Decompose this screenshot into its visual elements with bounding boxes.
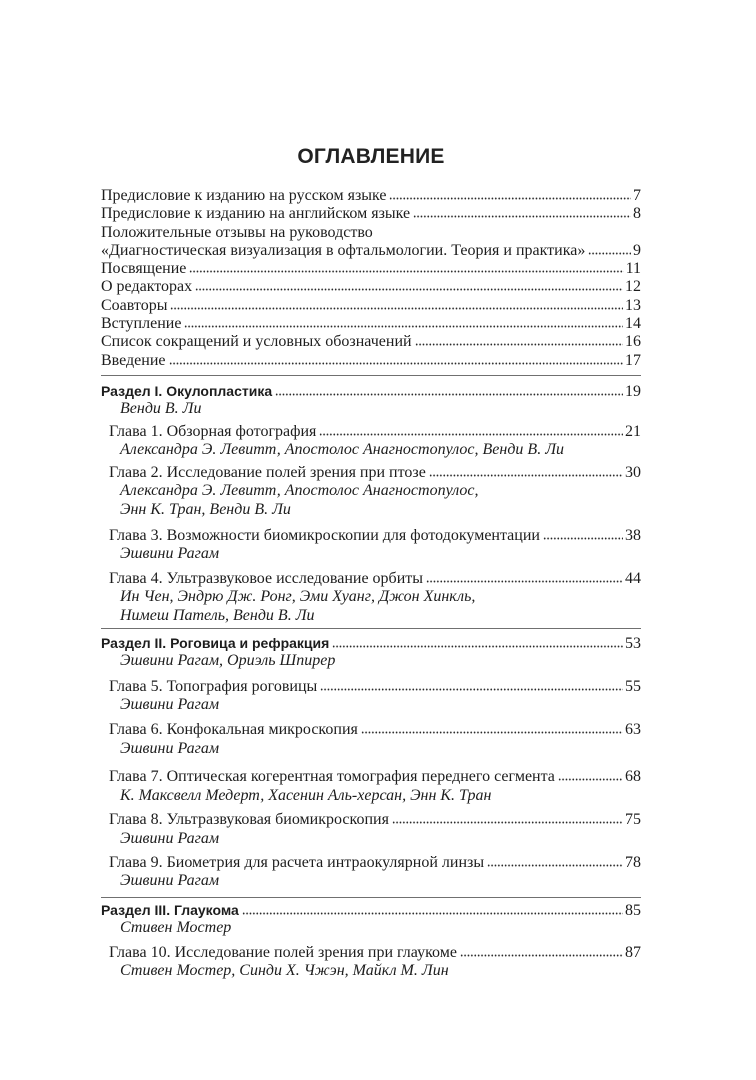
chapter-authors: Эшвини Рагам [120, 739, 220, 757]
entry-title: Список сокращений и условных обозначений [101, 333, 412, 351]
page-number: 19 [625, 382, 641, 400]
front-matter-list [101, 187, 641, 370]
page-number: 11 [625, 260, 641, 278]
chapter-row [101, 944, 641, 962]
chapter-title: Глава 7. Оптическая когерентная томография переднего сегмента [109, 768, 555, 786]
toc-entry [101, 333, 641, 351]
page-number: 63 [625, 721, 641, 739]
entry-title: Соавторы [101, 296, 168, 314]
chapter-authors: Эшвини Рагам [120, 696, 220, 714]
dot-leader [332, 645, 623, 648]
dot-leader [320, 688, 623, 691]
chapter-title: Глава 6. Конфокальная микроскопия [109, 721, 358, 739]
dot-leader [195, 288, 623, 291]
entry-title: «Диагностическая визуализация в офтальмологии. Теория и практика» [101, 241, 586, 259]
section-3 [101, 901, 641, 981]
page-title: ОГЛАВЛЕНИЕ [297, 145, 445, 168]
chapter-authors: Александра Э. Левитт, Апостолос Анагностопулос, Венди В. Ли [120, 440, 565, 458]
section-divider [101, 375, 641, 376]
page-number: 30 [625, 464, 641, 482]
section-1 [101, 382, 641, 625]
page-number: 7 [633, 187, 641, 204]
chapter-entry [101, 423, 641, 460]
chapter-authors: Нимеш Патель, Венди В. Ли [120, 606, 315, 624]
dot-leader [189, 270, 623, 273]
page-number: 14 [625, 315, 641, 333]
dot-leader [415, 343, 623, 346]
entry-title: Предисловие к изданию на английском языке [101, 205, 411, 223]
chapter-entry [101, 944, 641, 981]
entry-row [101, 242, 641, 260]
chapter-title: Глава 9. Биометрия для расчета интраокулярной линзы [109, 854, 485, 871]
chapter-authors: Эшвини Рагам [120, 545, 220, 563]
chapter-entry [101, 811, 641, 848]
chapter-row [101, 423, 641, 441]
entry-title: О редакторах [101, 278, 193, 296]
toc-entry [101, 260, 641, 278]
dot-leader [361, 731, 623, 734]
section-heading [101, 634, 641, 652]
entry-title: Предисловие к изданию на русском языке [101, 187, 387, 204]
chapter-row [101, 768, 641, 786]
chapter-authors: Стивен Мостер, Синди Х. Чжэн, Майкл М. Лин [120, 962, 449, 980]
page-number: 44 [625, 570, 641, 588]
section-title: Раздел III. Глаукома [101, 901, 239, 918]
chapter-entry [101, 678, 641, 715]
chapter-row [101, 854, 641, 872]
dot-leader [588, 252, 631, 255]
chapter-title: Глава 4. Ультразвуковое исследование орбиты [109, 570, 423, 588]
section-heading [101, 901, 641, 919]
page-number: 12 [625, 278, 641, 296]
dot-leader [389, 197, 631, 200]
chapter-title: Глава 10. Исследование полей зрения при глаукоме [109, 943, 457, 961]
toc-entry [101, 352, 641, 370]
chapter-authors: Ин Чен, Эндрю Дж. Ронг, Эми Хуанг, Джон Хинкль, [120, 588, 476, 606]
chapter-authors: Александра Э. Левитт, Апостолос Анагностопулос, [120, 482, 479, 500]
section-title: Раздел I. Окулопластика [101, 382, 273, 399]
section-heading [101, 382, 641, 400]
page-number: 17 [625, 351, 641, 369]
page-number: 68 [625, 768, 641, 786]
chapter-entry [101, 768, 641, 805]
toc-entry [101, 297, 641, 315]
dot-leader [558, 778, 623, 781]
section-editors: Эшвини Рагам, Ориэль Шпирер [120, 652, 336, 670]
chapter-authors: К. Максвелл Медерт, Хасенин Аль-херсан, Энн К. Тран [120, 786, 492, 804]
page-number: 55 [625, 678, 641, 696]
page-number: 21 [625, 422, 641, 440]
entry-title: Посвящение [101, 260, 187, 278]
section-title: Раздел II. Роговица и рефракция [101, 635, 330, 652]
chapter-row [101, 678, 641, 696]
page-number: 78 [625, 854, 641, 871]
chapter-title: Глава 1. Обзорная фотография [109, 422, 317, 440]
chapter-row [101, 464, 641, 482]
chapter-title: Глава 8. Ультразвуковая биомикроскопия [109, 811, 389, 829]
chapter-title: Глава 3. Возможности биомикроскопии для фотодокументации [109, 527, 540, 545]
toc-entry [101, 224, 641, 261]
page-number: 87 [625, 943, 641, 961]
section-divider [101, 897, 641, 898]
toc-entry [101, 187, 641, 205]
page-number: 9 [633, 241, 641, 259]
chapter-row [101, 527, 641, 545]
chapter-row [101, 721, 641, 739]
dot-leader [169, 362, 624, 365]
chapter-authors: Энн К. Тран, Венди В. Ли [120, 500, 291, 518]
section-divider [101, 628, 641, 629]
chapter-authors: Эшвини Рагам [120, 829, 220, 847]
toc-entry [101, 278, 641, 296]
chapter-row [101, 811, 641, 829]
dot-leader [170, 307, 623, 310]
page-number: 13 [625, 296, 641, 314]
section-editors: Стивен Мостер [120, 919, 232, 937]
section-2 [101, 634, 641, 891]
dot-leader [184, 325, 623, 328]
page-number: 85 [625, 901, 641, 919]
dot-leader [413, 215, 631, 218]
chapter-entry [101, 570, 641, 625]
dot-leader [392, 821, 623, 824]
chapter-title: Глава 2. Исследование полей зрения при птозе [109, 464, 426, 482]
page-number: 8 [633, 205, 641, 223]
chapter-entry [101, 854, 641, 891]
entry-title: Вступление [101, 315, 182, 333]
page-number: 53 [625, 635, 641, 653]
table-of-contents [101, 145, 641, 981]
toc-entry [101, 315, 641, 333]
dot-leader [319, 433, 623, 436]
dot-leader [275, 393, 623, 396]
page-number: 16 [625, 333, 641, 351]
dot-leader [242, 912, 623, 915]
chapter-entry [101, 464, 641, 519]
section-editors: Венди В. Ли [120, 400, 202, 418]
dot-leader [460, 954, 623, 957]
page-number: 38 [625, 527, 641, 545]
chapter-entry [101, 527, 641, 564]
page-number: 75 [625, 811, 641, 829]
dot-leader [426, 580, 623, 583]
chapter-authors: Эшвини Рагам [120, 872, 220, 890]
dot-leader [429, 474, 623, 477]
entry-title-first-line: Положительные отзывы на руководство [101, 223, 373, 241]
dot-leader [543, 537, 623, 540]
chapter-entry [101, 721, 641, 758]
entry-title: Введение [101, 351, 166, 369]
dot-leader [487, 864, 623, 867]
toc-entry [101, 205, 641, 223]
chapter-title: Глава 5. Топография роговицы [109, 678, 318, 696]
chapter-row [101, 570, 641, 588]
